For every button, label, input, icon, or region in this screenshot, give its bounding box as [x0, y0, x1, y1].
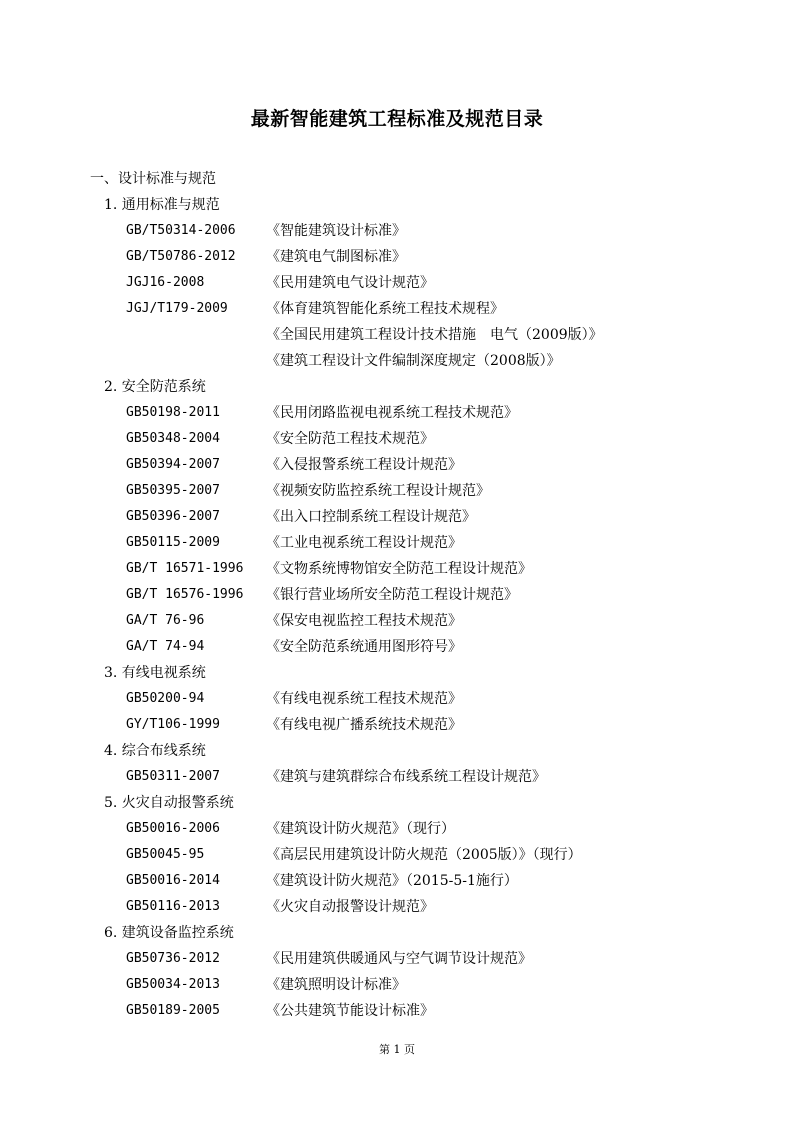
- standard-code: GB/T 16571-1996: [126, 561, 244, 576]
- list-item: [0, 452, 794, 478]
- standard-name: 《公共建筑节能设计标准》: [266, 1003, 434, 1019]
- standard-name: 《有线电视广播系统技术规范》: [266, 717, 462, 733]
- standard-code: GB/T50314-2006: [126, 223, 236, 238]
- list-item: [0, 426, 794, 452]
- subsection-heading: 2. 安全防范系统: [104, 379, 206, 395]
- standard-name: 《入侵报警系统工程设计规范》: [266, 457, 462, 473]
- list-item: [0, 478, 794, 504]
- standard-name: 《民用建筑供暖通风与空气调节设计规范》: [266, 951, 532, 967]
- subsection-heading: 3. 有线电视系统: [104, 665, 206, 681]
- standard-code: GB50348-2004: [126, 431, 220, 446]
- subsection-heading: 6. 建筑设备监控系统: [104, 925, 234, 941]
- list-item: [0, 530, 794, 556]
- subsection-heading: 4. 综合布线系统: [104, 743, 206, 759]
- list-item: [0, 946, 794, 972]
- standard-name: 《建筑与建筑群综合布线系统工程设计规范》: [266, 769, 546, 785]
- standard-code: GA/T 76-96: [126, 613, 205, 628]
- list-item: [0, 244, 794, 270]
- standard-code: GB/T 16576-1996: [126, 587, 244, 602]
- subsection-heading: 5. 火灾自动报警系统: [104, 795, 234, 811]
- list-item: [0, 972, 794, 998]
- list-item: [0, 764, 794, 790]
- standard-name: 《建筑照明设计标准》: [266, 977, 406, 993]
- standard-code: GB50016-2014: [126, 873, 220, 888]
- standard-name: 《高层民用建筑设计防火规范（2005版）》（现行）: [266, 847, 582, 863]
- standard-code: GB50394-2007: [126, 457, 220, 472]
- list-item: [0, 842, 794, 868]
- standard-name: 《火灾自动报警设计规范》: [266, 899, 434, 915]
- standard-name: 《建筑设计防火规范》（2015-5-1施行）: [266, 873, 518, 889]
- standard-name: 《视频安防监控系统工程设计规范》: [266, 483, 490, 499]
- standard-code: GB50395-2007: [126, 483, 220, 498]
- standard-name: 《工业电视系统工程设计规范》: [266, 535, 462, 551]
- list-item: [0, 296, 794, 322]
- list-item: [0, 400, 794, 426]
- standard-name: 《智能建筑设计标准》: [266, 223, 406, 239]
- list-item: [0, 894, 794, 920]
- standard-name: 《建筑电气制图标准》: [266, 249, 406, 265]
- list-item: [0, 504, 794, 530]
- list-item: [0, 868, 794, 894]
- list-item: [0, 634, 794, 660]
- list-item: [0, 816, 794, 842]
- standard-code: GB50045-95: [126, 847, 205, 862]
- standard-code: GB50116-2013: [126, 899, 220, 914]
- standard-name: 《建筑工程设计文件编制深度规定（2008版）》: [266, 353, 561, 369]
- standard-name: 《安全防范工程技术规范》: [266, 431, 434, 447]
- list-item: [0, 556, 794, 582]
- standard-name: 《文物系统博物馆安全防范工程设计规范》: [266, 561, 532, 577]
- subsection-heading: 1. 通用标准与规范: [104, 197, 220, 213]
- standard-name: 《出入口控制系统工程设计规范》: [266, 509, 476, 525]
- standard-code: GY/T106-1999: [126, 717, 220, 732]
- list-item: [0, 348, 794, 374]
- list-item: [0, 712, 794, 738]
- standard-code: GB50034-2013: [126, 977, 220, 992]
- standard-name: 《银行营业场所安全防范工程设计规范》: [266, 587, 518, 603]
- list-item: [0, 686, 794, 712]
- standard-name: 《有线电视系统工程技术规范》: [266, 691, 462, 707]
- section-heading: 一、设计标准与规范: [90, 171, 216, 187]
- standard-name: 《体育建筑智能化系统工程技术规程》: [266, 301, 504, 317]
- standard-name: 《全国民用建筑工程设计技术措施 电气（2009版）》: [266, 327, 603, 343]
- standard-name: 《安全防范系统通用图形符号》: [266, 639, 462, 655]
- standard-code: GB50396-2007: [126, 509, 220, 524]
- standard-code: GA/T 74-94: [126, 639, 205, 654]
- standard-code: GB/T50786-2012: [126, 249, 236, 264]
- list-item: [0, 270, 794, 296]
- standard-code: GB50198-2011: [126, 405, 220, 420]
- standard-name: 《民用闭路监视电视系统工程技术规范》: [266, 405, 518, 421]
- list-item: [0, 322, 794, 348]
- standard-name: 《民用建筑电气设计规范》: [266, 275, 434, 291]
- standard-code: GB50200-94: [126, 691, 205, 706]
- standard-code: JGJ/T179-2009: [126, 301, 228, 316]
- page-number: 第 1 页: [379, 1043, 415, 1056]
- standard-name: 《建筑设计防火规范》（现行）: [266, 821, 455, 837]
- document-title: 最新智能建筑工程标准及规范目录: [250, 108, 544, 130]
- standard-name: 《保安电视监控工程技术规范》: [266, 613, 462, 629]
- list-item: [0, 998, 794, 1024]
- standard-code: JGJ16-2008: [126, 275, 205, 290]
- standards-list: [0, 166, 794, 1024]
- standard-code: GB50311-2007: [126, 769, 220, 784]
- list-item: [0, 582, 794, 608]
- list-item: [0, 608, 794, 634]
- standard-code: GB50115-2009: [126, 535, 220, 550]
- standard-code: GB50189-2005: [126, 1003, 220, 1018]
- standard-code: GB50016-2006: [126, 821, 220, 836]
- standard-code: GB50736-2012: [126, 951, 220, 966]
- list-item: [0, 218, 794, 244]
